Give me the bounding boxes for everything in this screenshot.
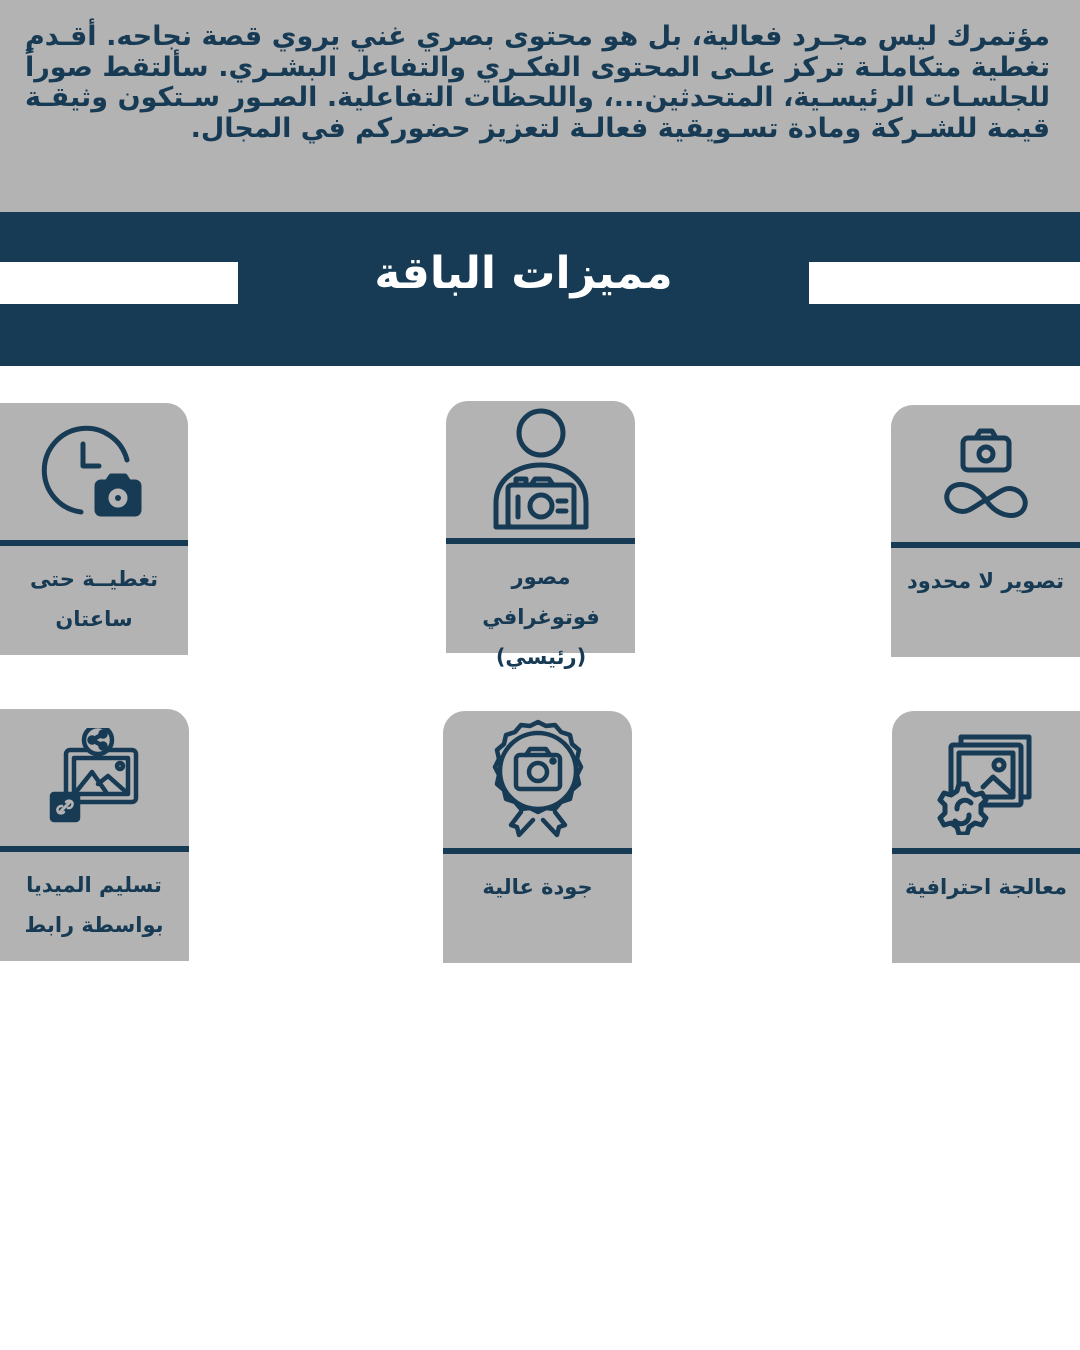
card-divider: [0, 540, 188, 546]
card-divider: [891, 542, 1080, 548]
image-processing-icon: [892, 711, 1080, 848]
media-link-share-icon: [0, 709, 189, 846]
intro-paragraph: مؤتمرك ليس مجـرد فعالية، بل هو محتوى بصري غني يروي قصة نجاحه. أقـدم تغطية متكاملـة تركز علـى المحتوى الفكـري والتفاعل البشـري. سألتقط صوراً للجلسـات الرئيسـية، المتحدثين...، واللحظات التفاعلية. الصـور سـتكون وثيقـة قيمة للشـركة ومادة تسـويقية فعالـة لتعزيز حضوركم في المجال.: [25, 21, 1050, 144]
card-divider: [0, 846, 189, 852]
feature-label: تسليم الميديا بواسطة رابط: [24, 873, 164, 937]
feature-card-coverage-hours: [0, 403, 188, 655]
feature-label: تصوير لا محدود: [906, 569, 1065, 593]
quality-badge-camera-icon: [443, 711, 632, 848]
feature-label: جودة عالية: [482, 875, 593, 899]
clock-camera-icon: [0, 403, 188, 540]
banner-decor-bar-left: [0, 262, 238, 304]
photographer-icon: [446, 401, 635, 538]
feature-card-main-photographer: [446, 401, 635, 669]
feature-card-unlimited-shooting: [891, 405, 1080, 657]
feature-card-media-delivery: [0, 709, 189, 961]
card-divider: [446, 538, 635, 544]
feature-label: معالجة احترافية: [904, 875, 1068, 899]
feature-card-high-quality: [443, 711, 632, 963]
feature-label: مصور فوتوغرافي (رئيسي): [482, 565, 600, 669]
feature-label: تغطيــة حتى ساعتان: [29, 567, 159, 631]
banner-decor-bar-right: [809, 262, 1080, 304]
card-divider: [892, 848, 1080, 854]
feature-card-pro-editing: [892, 711, 1080, 963]
section-title: مميزات الباقة: [374, 248, 673, 299]
camera-infinity-icon: [891, 405, 1080, 542]
card-divider: [443, 848, 632, 854]
intro-section: [0, 0, 1080, 212]
